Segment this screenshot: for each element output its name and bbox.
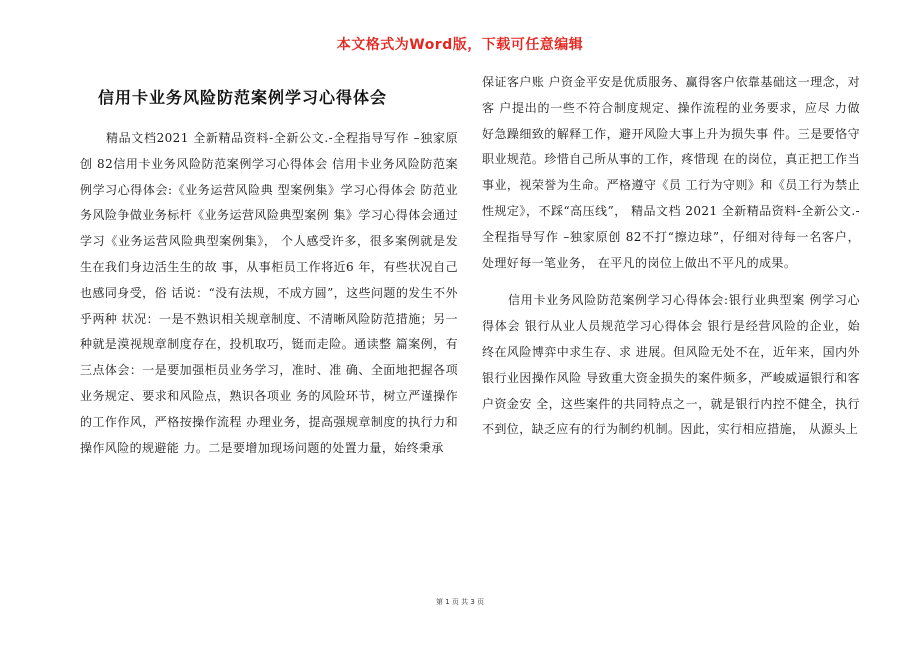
right-column	[482, 70, 860, 443]
document-title: 信用卡业务风险防范案例学习心得体会	[98, 88, 388, 107]
body-paragraph-right-1: 保证客户账 户资金平安是优质服务、赢得客户依靠基础这一理念，对客 户提出的一些不符合制度规定、操作流程的业务要求，应尽 力做好急躁细致的解释工作，避开风险大事上升为损失事 件。三是要恪守职业规范。珍惜自己所从事的工作，疼惜现 在的岗位，真正把工作当事业，视荣誉为生命。严格遵守《员 工行为守则》和《员工行为禁止性规定》，不踩“高压线”， 精品文档 2021 全新精品资料-全新公文.-全程指导写作 –独家原创 82不打“擦边球”，仔细对待每一名客户，处理好每一笔业务， 在平凡的岗位上做出不平凡的成果。	[482, 75, 860, 270]
document-banner: 本文格式为Word版，下载可任意编辑	[336, 37, 584, 53]
page-number-footer: 第 1 页 共 3 页	[435, 598, 485, 606]
body-paragraph-right-2: 信用卡业务风险防范案例学习心得体会:银行业典型案 例学习心得体会 银行从业人员规范学习心得体会 银行是经营风险的企业，始终在风险博弈中求生存、求 进展。但风险无处不在，近年来，国内外银行业因操作风险 导致重大资金损失的案件频多，严峻威逼银行和客户资金安 全，这些案件的共同特点之一，就是银行内控不健全，执行不到位，缺乏应有的行为制约机制。因此，实行相应措施， 从源头上	[482, 293, 860, 437]
paragraph-gap	[482, 276, 860, 288]
body-paragraph-left: 精品文档2021 全新精品资料-全新公文.-全程指导写作 –独家原创 82信用卡业务风险防范案例学习心得体会 信用卡业务风险防范案例学习心得体会:《业务运营风险典 型案例集》学习心得体会 防范业务风险争做业务标杆《业务运营风险典型案例 集》学习心得体会通过学习《业务运营风险典型案例集》， 个人感受许多，很多案例就是发生在我们身边活生生的故 事，从事柜员工作将近6 年，有些状况自己也感同身受，俗 话说：“没有法规，不成方圆”，这些问题的发生不外乎两种 状况：一是不熟识相关规章制度、不清晰风险防范措施；另一种就是漠视规章制度存在，投机取巧，铤而走险。通读整 篇案例，有三点体会：一是要加强柜员业务学习，准时、准 确、全面地把握各项业务规定、要求和风险点，熟识各项业 务的风险环节，树立严谨操作的工作作风，严格按操作流程 办理业务，提高强规章制度的执行力和操作风险的规避能 力。二是要增加现场问题的处置力量，始终秉承	[80, 131, 458, 455]
left-column	[80, 86, 458, 461]
